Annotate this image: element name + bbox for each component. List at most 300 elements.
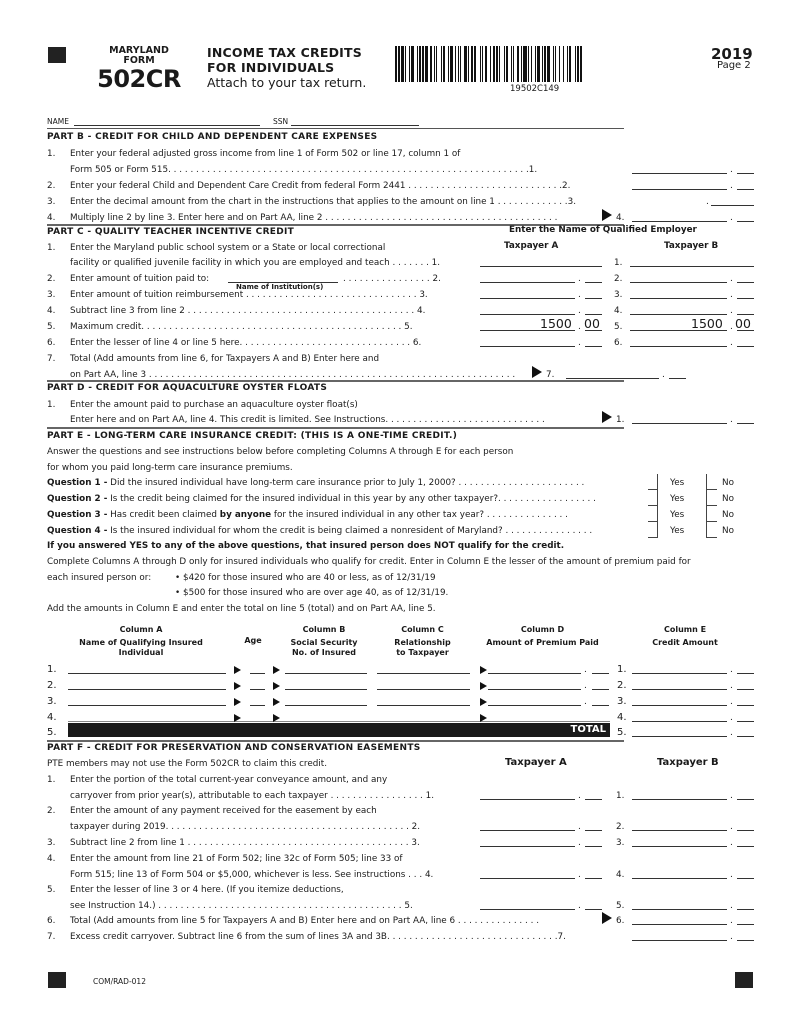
part-f-line5-b-cents[interactable]: [737, 909, 754, 910]
part-f-line3-label: Subtract line 2 from line 1 . . . . . . . . . . . . . . . . . . . . . . . . . . . . . . . . . . . . . . . . 3.: [70, 838, 420, 848]
part-f-line4-label-cont: Form 515; line 13 of Form 504 or $5,000, whichever is less. See instructions . . . 4.: [70, 870, 434, 880]
part-b-line2-cents[interactable]: [737, 189, 754, 190]
part-c-line5-max-a: 1500: [540, 316, 572, 331]
part-e-intro: Answer the questions and see instructions below before completing Columns A through E for each person: [47, 447, 514, 457]
part-f-line4-b-dollars[interactable]: [632, 878, 727, 879]
part-c-line3-a-dollars[interactable]: [480, 298, 575, 299]
age-header: Age: [244, 636, 262, 645]
part-d-line1-dollars[interactable]: [632, 423, 727, 424]
arrow-icon: [273, 682, 280, 690]
no-label: No: [722, 526, 734, 536]
column-b-header: [276, 625, 372, 658]
part-f-line3-b-dollars[interactable]: [632, 846, 727, 847]
decimal-point: .: [578, 791, 581, 801]
part-c-line7-label-cont: on Part AA, line 3 . . . . . . . . . . . . . . . . . . . . . . . . . . . . . . . . . . . . . . . . . . . . . . . . . . . . . . . . . . . . . . . . . .: [70, 370, 516, 380]
line-box-number: 6.: [616, 916, 625, 926]
credit-1-cents[interactable]: [737, 673, 754, 674]
part-e-title: PART E - LONG-TERM CARE INSURANCE CREDIT: (THIS IS A ONE-TIME CREDIT.): [47, 431, 458, 441]
line-box-number: 1.: [614, 258, 623, 268]
decimal-point: .: [584, 665, 587, 675]
insured-3-name[interactable]: [68, 705, 226, 706]
question-1-yes-checkbox[interactable]: [648, 474, 658, 490]
column-d-title: Column D: [520, 625, 565, 634]
part-b-line1-label-cont: Form 505 or Form 515. . . . . . . . . . . . . . . . . . . . . . . . . . . . . . . . . . . . . . . . . . . . . . . . . . . . . . . . . . . . . . . . .1.: [70, 165, 538, 175]
taxpayer-b-header: Taxpayer B: [664, 241, 719, 251]
arrow-icon: [234, 666, 241, 674]
arrow-icon: [273, 698, 280, 706]
insured-3-ssn[interactable]: [285, 705, 367, 706]
part-b-line4-label: Multiply line 2 by line 3. Enter here and on Part AA, line 2 . . . . . . . . . . . . . . . . . . . . . . . . . . . . . . . . . . . . . . . . . .: [70, 213, 558, 223]
question-4-yes-checkbox[interactable]: [648, 522, 658, 538]
part-b-line1-dollars[interactable]: [632, 173, 727, 174]
insured-2-premium-cents[interactable]: [592, 689, 609, 690]
decimal-point: .: [730, 213, 733, 223]
line-number: 4.: [47, 854, 56, 864]
form-title-block: [207, 45, 366, 90]
line-number: 3.: [47, 290, 56, 300]
part-f-line7-label: Excess credit carryover. Subtract line 6 from the sum of lines 3A and 3B. . . . . . . . . . . . . . . . . . . . . . . . . . . . . . .7.: [70, 932, 566, 942]
insured-2-premium-dollars[interactable]: [488, 689, 581, 690]
part-f-line2-label-cont: taxpayer during 2019. . . . . . . . . . . . . . . . . . . . . . . . . . . . . . . . . . . . . . . . . . . . 2.: [70, 822, 421, 832]
part-c-line6-label: Enter the lesser of line 4 or line 5 here. . . . . . . . . . . . . . . . . . . . . . . . . . . . . . . 6.: [70, 338, 422, 348]
part-f-line2-b-cents[interactable]: [737, 830, 754, 831]
form-number: 502CR: [97, 65, 181, 93]
arrow-icon: [602, 411, 612, 423]
part-b-title: PART B - CREDIT FOR CHILD AND DEPENDENT CARE EXPENSES: [47, 132, 378, 142]
part-c-line4-b-dollars[interactable]: [630, 314, 727, 315]
arrow-icon: [234, 682, 241, 690]
question-4: [47, 526, 592, 536]
part-b-line3-decimal[interactable]: [711, 205, 754, 206]
credit-2-cents[interactable]: [737, 689, 754, 690]
part-c-line1-employer-b[interactable]: [630, 266, 754, 267]
part-d-line1-label: Enter the amount paid to purchase an aquaculture oyster float(s): [70, 400, 358, 410]
part-b-line1-label: Enter your federal adjusted gross income from line 1 of Form 502 or line 17, column 1 of: [70, 149, 461, 159]
divider: [47, 380, 624, 382]
part-c-line1-employer-a[interactable]: [480, 266, 602, 267]
credit-1-dollars[interactable]: [632, 673, 727, 674]
line-number: 1.: [47, 400, 56, 410]
line-box-number: 4.: [617, 712, 627, 723]
question-text-cont: for the insured individual in any other tax year? . . . . . . . . . . . . . . .: [271, 510, 568, 520]
barcode: [395, 46, 678, 82]
arrow-icon: [602, 209, 612, 221]
part-c-line4-label: Subtract line 3 from line 2 . . . . . . . . . . . . . . . . . . . . . . . . . . . . . . . . . . . . . . . . . 4.: [70, 306, 426, 316]
insured-3-premium-dollars[interactable]: [488, 705, 581, 706]
part-b-line2-dollars[interactable]: [632, 189, 727, 190]
taxpayer-a-header: Taxpayer A: [504, 241, 559, 251]
line-number: 2.: [47, 274, 56, 284]
line-number: 1.: [47, 149, 56, 159]
decimal-point: .: [730, 290, 733, 300]
part-b-line2-label: Enter your federal Child and Dependent Care Credit from federal Form 2441 . . . . . . . . . . . . . . . . . . . . . . . . . . . .2.: [70, 181, 571, 191]
part-f-line4-label: Enter the amount from line 21 of Form 502; line 32c of Form 505; line 33 of: [70, 854, 403, 864]
part-b-line4-cents[interactable]: [737, 221, 754, 222]
decimal-point: .: [730, 791, 733, 801]
part-c-line3-b-dollars[interactable]: [630, 298, 727, 299]
decimal-point: .: [662, 370, 665, 380]
decimal-point: .: [578, 838, 581, 848]
part-f-line6-cents[interactable]: [737, 924, 754, 925]
part-c-line7-dollars[interactable]: [566, 378, 659, 379]
question-text: Is the credit being claimed for the insured individual in this year by any other taxpayer?. . . . . . . . . . . . . . . . . .: [107, 494, 596, 504]
line-box-number: 4.: [616, 870, 625, 880]
part-c-line5-label: Maximum credit. . . . . . . . . . . . . . . . . . . . . . . . . . . . . . . . . . . . . . . . . . . . . . . 5.: [70, 322, 413, 332]
part-f-line5-a-cents[interactable]: [585, 909, 602, 910]
part-f-line1-label-cont: carryover from prior year(s), attributable to each taxpayer . . . . . . . . . . . . . . . . . 1.: [70, 791, 435, 801]
decimal-point: .: [578, 290, 581, 300]
decimal-point: .: [706, 197, 709, 207]
line-box-number: 7.: [546, 370, 555, 380]
row-number: 4.: [47, 712, 57, 723]
arrow-icon: [273, 666, 280, 674]
employer-header: Enter the Name of Qualified Employer: [509, 225, 697, 235]
insured-2-relationship[interactable]: [377, 689, 470, 690]
decimal-point: .: [578, 822, 581, 832]
part-f-line2-a-cents[interactable]: [585, 830, 602, 831]
line-number: 5.: [47, 885, 56, 895]
part-d-line1-cents[interactable]: [737, 423, 754, 424]
line-number: 4.: [47, 213, 56, 223]
part-e-intro-cont: for whom you paid long-term care insurance premiums.: [47, 463, 293, 473]
question-4-no-checkbox[interactable]: [706, 522, 717, 538]
part-c-line4-a-dollars[interactable]: [480, 314, 575, 315]
part-f-line4-a-dollars[interactable]: [480, 878, 575, 879]
arrow-icon: [532, 366, 542, 378]
insured-1-name[interactable]: [68, 673, 226, 674]
barcode-number: 19502C149: [510, 84, 560, 94]
line-box-number: 5.: [616, 901, 625, 911]
line-box-number: 1.: [617, 664, 627, 675]
part-f-line5-b-dollars[interactable]: [632, 909, 727, 910]
line-box-number: 5.: [614, 322, 623, 332]
insured-1-age[interactable]: [250, 673, 265, 674]
insured-2-name[interactable]: [68, 689, 226, 690]
arrow-icon: [602, 912, 612, 924]
part-f-line2-label: Enter the amount of any payment received for the easement by each: [70, 806, 377, 816]
no-label: No: [722, 494, 734, 504]
row-number: 2.: [47, 680, 57, 691]
question-text: Did the insured individual have long-term care insurance prior to July 1, 2000? . . . . . . . . . . . . . . . . . . . . . . .: [107, 478, 585, 488]
column-c-title: Column C: [401, 625, 444, 634]
part-f-line5-label: Enter the lesser of line 3 or 4 here. (If you itemize deductions,: [70, 885, 344, 895]
line-number: 5.: [47, 322, 56, 332]
part-c-line2-a-dollars[interactable]: [480, 282, 575, 283]
part-c-line2-a-cents[interactable]: [585, 282, 602, 283]
decimal-point: .: [730, 181, 733, 191]
yes-label: Yes: [670, 526, 685, 536]
column-c-subtitle: Relationship to Taxpayer: [394, 638, 451, 657]
no-label: No: [722, 478, 734, 488]
part-c-line5-max-b: 1500: [691, 316, 723, 331]
tax-year: 2019: [711, 45, 753, 63]
total-bar: TOTAL: [68, 723, 610, 737]
part-e-bullet-420: • $420 for those insured who are 40 or less, as of 12/31/19: [175, 573, 436, 583]
line-number: 2.: [47, 806, 56, 816]
credit-4-dollars[interactable]: [632, 721, 727, 722]
insured-1-premium-dollars[interactable]: [488, 673, 581, 674]
question-3: [47, 510, 568, 520]
credit-3-cents[interactable]: [737, 705, 754, 706]
part-c-line2-b-dollars[interactable]: [630, 282, 727, 283]
question-3-no-checkbox[interactable]: [706, 506, 717, 522]
part-c-line5-max-a-cents: 00: [584, 316, 600, 331]
part-c-line1-label-cont: facility or qualified juvenile facility in which you are employed and teach . . . . . . . 1.: [70, 258, 441, 268]
part-f-line1-a-cents[interactable]: [585, 799, 602, 800]
line-box-number: 1.: [616, 415, 625, 425]
registration-mark-top-left: [48, 47, 66, 63]
decimal-point: .: [730, 870, 733, 880]
line-box-number: 2.: [614, 274, 623, 284]
part-c-line2-label: Enter amount of tuition paid to:: [70, 274, 210, 284]
line-box-number: 3.: [616, 838, 625, 848]
question-2: [47, 494, 596, 504]
yes-label: Yes: [670, 494, 685, 504]
line-box-number: 3.: [614, 290, 623, 300]
decimal-point: .: [578, 338, 581, 348]
line-number: 6.: [47, 338, 56, 348]
question-label: Question 2 -: [47, 494, 108, 504]
decimal-point: .: [730, 165, 733, 175]
ssn-field[interactable]: [291, 125, 419, 126]
registration-mark-bottom-right: [735, 972, 753, 988]
insured-3-age[interactable]: [250, 705, 265, 706]
decimal-point: .: [584, 681, 587, 691]
form-title-line2: FOR INDIVIDUALS: [207, 60, 335, 75]
arrow-icon: [480, 666, 487, 674]
part-c-line6-a-cents[interactable]: [585, 346, 602, 347]
insured-3-relationship[interactable]: [377, 705, 470, 706]
insured-1-ssn[interactable]: [285, 673, 367, 674]
line-box-number: 1.: [616, 791, 625, 801]
column-e-title: Column E: [663, 625, 707, 634]
name-field[interactable]: [74, 125, 260, 126]
part-e-each-insured: each insured person or:: [47, 573, 152, 583]
part-f-taxpayer-b: Taxpayer B: [657, 757, 719, 768]
part-c-line5-max-b-cents: 00: [735, 316, 751, 331]
column-b-title: Column B: [302, 625, 346, 634]
question-label: Question 4 -: [47, 526, 108, 536]
insured-3-premium-cents[interactable]: [592, 705, 609, 706]
part-b-line1-cents[interactable]: [737, 173, 754, 174]
arrow-icon: [480, 682, 487, 690]
part-c-line3-a-cents[interactable]: [585, 298, 602, 299]
part-e-add-text: Add the amounts in Column E and enter the total on line 5 (total) and on Part AA, line 5.: [47, 604, 436, 614]
decimal-point: .: [730, 728, 733, 738]
credit-2-dollars[interactable]: [632, 689, 727, 690]
part-d-line1-label-cont: Enter here and on Part AA, line 4. This credit is limited. See Instructions. . . . . . . . . . . . . . . . . . . . . . . . . . . . .: [70, 415, 545, 425]
line-box-number: 2.: [617, 680, 627, 691]
decimal-point: .: [578, 870, 581, 880]
part-f-title: PART F - CREDIT FOR PRESERVATION AND CONSERVATION EASEMENTS: [47, 743, 421, 753]
part-f-line5-label-cont: see Instruction 14.) . . . . . . . . . . . . . . . . . . . . . . . . . . . . . . . . . . . . . . . . . . . . 5.: [70, 901, 413, 911]
line-box-number: 4.: [614, 306, 623, 316]
divider: [47, 740, 624, 742]
page-number: Page 2: [717, 60, 751, 71]
decimal-point: .: [730, 665, 733, 675]
part-e-instructions: Complete Columns A through D only for insured individuals who qualify for credit. Enter in Column E the lesser of the amount of premium paid for: [47, 557, 691, 567]
arrow-icon: [480, 714, 487, 722]
part-c-line4-b-cents[interactable]: [737, 314, 754, 315]
part-f-line2-b-dollars[interactable]: [632, 830, 727, 831]
decimal-point: .: [578, 322, 581, 332]
decimal-point: .: [730, 916, 733, 926]
arrow-icon: [234, 698, 241, 706]
decimal-point: .: [578, 274, 581, 284]
line-number: 3.: [47, 197, 56, 207]
part-e-warning: If you answered YES to any of the above questions, that insured person does NOT qualify for the credit.: [47, 541, 565, 551]
part-f-line3-a-cents[interactable]: [585, 846, 602, 847]
row-number: 3.: [47, 696, 57, 707]
part-c-line7-label: Total (Add amounts from line 6, for Taxpayers A and B) Enter here and: [70, 354, 380, 364]
column-d-subtitle: Amount of Premium Paid: [486, 638, 599, 647]
state-label: MARYLAND: [109, 45, 169, 56]
no-label: No: [722, 510, 734, 520]
question-2-no-checkbox[interactable]: [706, 490, 717, 506]
column-a-header: [66, 625, 216, 658]
line-number: 3.: [47, 838, 56, 848]
question-2-yes-checkbox[interactable]: [648, 490, 658, 506]
line-number: 1.: [47, 775, 56, 785]
credit-3-dollars[interactable]: [632, 705, 727, 706]
question-emphasis: by anyone: [219, 510, 272, 520]
part-c-line7-cents[interactable]: [669, 378, 686, 379]
part-d-title: PART D - CREDIT FOR AQUACULTURE OYSTER FLOATS: [47, 383, 328, 393]
part-f-note: PTE members may not use the Form 502CR to claim this credit.: [47, 759, 328, 769]
form-subtitle: Attach to your tax return.: [207, 75, 367, 90]
arrow-icon: [234, 714, 241, 722]
decimal-point: .: [730, 681, 733, 691]
decimal-point: .: [730, 306, 733, 316]
part-f-taxpayer-a: Taxpayer A: [505, 757, 567, 768]
row-number: 5.: [47, 727, 57, 738]
decimal-point: .: [730, 697, 733, 707]
part-f-line4-a-cents[interactable]: [585, 878, 602, 879]
part-f-line2-a-dollars[interactable]: [480, 830, 575, 831]
part-c-line3-b-cents[interactable]: [737, 298, 754, 299]
part-f-line4-b-cents[interactable]: [737, 878, 754, 879]
decimal-point: .: [730, 822, 733, 832]
part-f-line1-b-dollars[interactable]: [632, 799, 727, 800]
arrow-icon: [480, 698, 487, 706]
question-text: Is the insured individual for whom the credit is being claimed a nonresident of Maryland? . . . . . . . . . . . . . . . .: [107, 526, 593, 536]
divider: [47, 128, 624, 129]
question-label: Question 3 -: [47, 510, 108, 520]
part-c-title: PART C - QUALITY TEACHER INCENTIVE CREDIT: [47, 227, 295, 237]
part-f-line3-a-dollars[interactable]: [480, 846, 575, 847]
credit-5-cents[interactable]: [737, 736, 754, 737]
decimal-point: .: [730, 322, 733, 332]
insured-2-age[interactable]: [250, 689, 265, 690]
line-number: 7.: [47, 932, 56, 942]
line-box-number: 4.: [616, 213, 625, 223]
part-f-line7-dollars[interactable]: [632, 940, 727, 941]
registration-mark-bottom-left: [48, 972, 66, 988]
decimal-point: .: [730, 338, 733, 348]
name-label: NAME: [47, 117, 69, 126]
part-c-line6-a-dollars[interactable]: [480, 346, 575, 347]
question-label: Question 1 -: [47, 478, 108, 488]
line-box-number: 2.: [616, 822, 625, 832]
line-number: 6.: [47, 916, 56, 926]
insured-1-premium-cents[interactable]: [592, 673, 609, 674]
column-b-subtitle: Social Security No. of Insured: [290, 638, 358, 657]
part-c-line3-label: Enter amount of tuition reimbursement . . . . . . . . . . . . . . . . . . . . . . . . . . . . . . . 3.: [70, 290, 428, 300]
line-number: 2.: [47, 181, 56, 191]
part-b-line3-label: Enter the decimal amount from the chart in the instructions that applies to the amount on line 1 . . . . . . . . . . . . .3.: [70, 197, 576, 207]
part-c-line1-label: Enter the Maryland public school system or a State or local correctional: [70, 243, 386, 253]
decimal-point: .: [584, 697, 587, 707]
yes-label: Yes: [670, 478, 685, 488]
decimal-point: .: [578, 306, 581, 316]
form-identifier: [94, 46, 184, 92]
part-c-line6-b-dollars[interactable]: [630, 346, 727, 347]
part-b-line4-dollars[interactable]: [632, 221, 727, 222]
insured-4-row-line: [68, 721, 610, 722]
divider: [47, 427, 624, 429]
credit-5-dollars[interactable]: [632, 736, 727, 737]
decimal-point: .: [730, 713, 733, 723]
part-f-line6-label: Total (Add amounts from line 5 for Taxpayers A and B) Enter here and on Part AA, line 6 . . . . . . . . . . . . . . .: [70, 916, 539, 926]
column-a-subtitle: Name of Qualifying Insured Individual: [79, 638, 203, 657]
part-f-line1-a-dollars[interactable]: [480, 799, 575, 800]
part-f-line1-b-cents[interactable]: [737, 799, 754, 800]
part-f-line3-b-cents[interactable]: [737, 846, 754, 847]
institution-caption: Name of Institution(s): [236, 283, 324, 291]
row-number: 1.: [47, 664, 57, 675]
column-e-header: [630, 625, 740, 648]
part-f-line5-a-dollars[interactable]: [480, 909, 575, 910]
part-f-line6-dollars[interactable]: [632, 924, 727, 925]
yes-label: Yes: [670, 510, 685, 520]
insured-2-ssn[interactable]: [285, 689, 367, 690]
question-3-yes-checkbox[interactable]: [648, 506, 658, 522]
part-f-line7-cents[interactable]: [737, 940, 754, 941]
decimal-point: .: [578, 901, 581, 911]
decimal-point: .: [730, 415, 733, 425]
decimal-point: .: [730, 932, 733, 942]
question-1-no-checkbox[interactable]: [706, 474, 717, 490]
form-code: COM/RAD-012: [93, 977, 146, 986]
ssn-label: SSN: [273, 117, 289, 126]
question-1: [47, 478, 584, 488]
column-c-header: [375, 625, 470, 658]
part-c-line6-b-cents[interactable]: [737, 346, 754, 347]
column-a-title: Column A: [119, 625, 163, 634]
decimal-point: .: [730, 274, 733, 284]
decimal-point: .: [730, 838, 733, 848]
form-title-line1: INCOME TAX CREDITS: [207, 45, 362, 60]
part-c-line4-a-cents[interactable]: [585, 314, 602, 315]
part-c-line2-b-cents[interactable]: [737, 282, 754, 283]
arrow-icon: [273, 714, 280, 722]
line-number: 1.: [47, 243, 56, 253]
line-box-number: 3.: [617, 696, 627, 707]
credit-4-cents[interactable]: [737, 721, 754, 722]
decimal-point: .: [730, 901, 733, 911]
line-number: 4.: [47, 306, 56, 316]
part-e-bullet-500: • $500 for those insured who are over age 40, as of 12/31/19.: [175, 588, 449, 598]
form-word: FORM: [123, 55, 155, 66]
insured-1-relationship[interactable]: [377, 673, 470, 674]
column-e-subtitle: Credit Amount: [652, 638, 718, 647]
question-text: Has credit been claimed: [107, 510, 220, 520]
column-d-header: [475, 625, 610, 648]
line-box-number: 5.: [617, 727, 627, 738]
line-box-number: 6.: [614, 338, 623, 348]
part-f-line1-label: Enter the portion of the total current-year conveyance amount, and any: [70, 775, 388, 785]
dot-leader: . . . . . . . . . . . . . . . . 2.: [343, 274, 441, 284]
